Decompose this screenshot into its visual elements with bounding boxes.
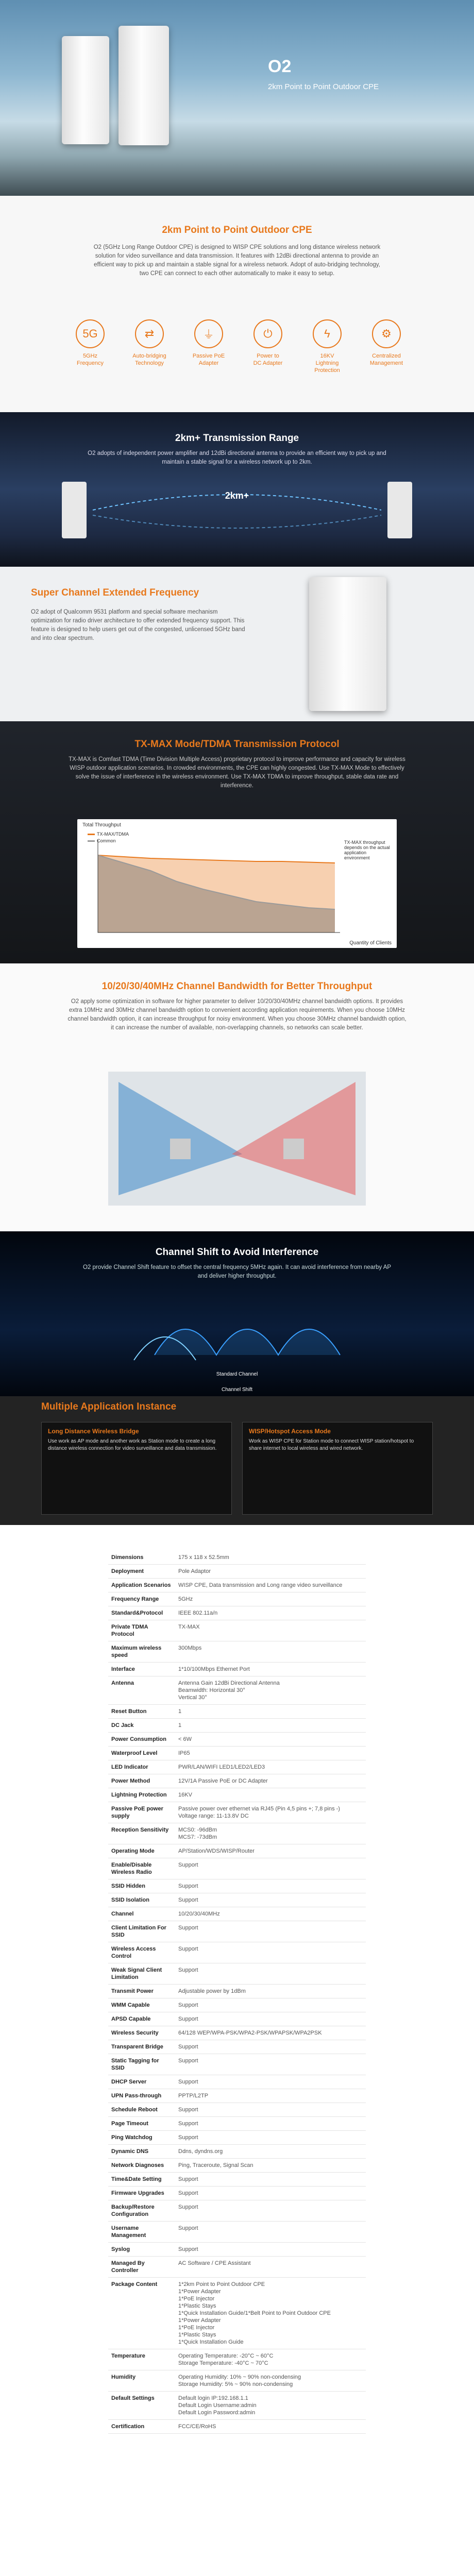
shift-title: Channel Shift to Avoid Interference (155, 1247, 319, 1258)
feature-label: 5GHz Frequency (77, 353, 104, 366)
tdma-section (0, 721, 474, 963)
spec-row (108, 1844, 366, 1858)
spec-value: 12V/1A Passive PoE or DC Adapter (175, 1774, 366, 1788)
spec-value: Support (175, 2200, 366, 2222)
spec-key: Reset Button (108, 1705, 175, 1719)
spec-value: Support (175, 1963, 366, 1985)
spec-key: Operating Mode (108, 1844, 175, 1858)
spec-row (108, 2012, 366, 2026)
spec-value: AP/Station/WDS/WISP/Router (175, 1844, 366, 1858)
applications-section (0, 1396, 474, 1525)
range-text: O2 adopts of independent power amplifier and 12dBi directional antenna to provide an efficient way to pick up and maintain a stable signal for a wireless network up to 2km. (88, 450, 386, 465)
cpe-device-closeup (309, 577, 386, 711)
spec-row (108, 2103, 366, 2117)
application-text: Use work as AP mode and another work as Station mode to create a long distance wireless connection for video surveillance and data transmission. (48, 1438, 217, 1451)
spec-key: Time&Date Setting (108, 2173, 175, 2187)
standard-channel-label: Standard Channel (216, 1371, 258, 1377)
spec-value: Support (175, 1942, 366, 1963)
feature-item (240, 319, 296, 367)
application-title: WISP/Hotspot Access Mode (249, 1428, 331, 1435)
spec-value: 5GHz (175, 1592, 366, 1606)
channel-shift-graphic (0, 1293, 474, 1396)
spec-row (108, 1774, 366, 1788)
spec-row (108, 1998, 366, 2012)
spec-key: Username Management (108, 2222, 175, 2243)
spec-row (108, 1606, 366, 1620)
spec-key: Maximum wireless speed (108, 1641, 175, 1663)
spec-value: Support (175, 2243, 366, 2257)
spec-key: Certification (108, 2420, 175, 2434)
bw-title: 10/20/30/40MHz Channel Bandwidth for Better Throughput (101, 981, 373, 992)
spec-value: 1 (175, 1705, 366, 1719)
spec-value: 1 (175, 1719, 366, 1733)
5ghz-icon: 5G (76, 319, 105, 348)
spec-key: Wireless Security (108, 2026, 175, 2040)
spec-row (108, 2159, 366, 2173)
spec-key: Application Scenarios (108, 1579, 175, 1592)
feature-item (62, 319, 118, 367)
spec-row (108, 2222, 366, 2243)
spec-value: Pole Adaptor (175, 1565, 366, 1579)
spec-row (108, 1760, 366, 1774)
spec-value: Support (175, 1921, 366, 1942)
spec-value: Support (175, 2103, 366, 2117)
spec-row (108, 2278, 366, 2349)
spec-row (108, 1985, 366, 1998)
feature-label: Centralized Management (369, 353, 403, 366)
spec-key: Private TDMA Protocol (108, 1620, 175, 1641)
spec-key: Transmit Power (108, 1985, 175, 1998)
management-icon: ⚙ (372, 319, 401, 348)
spec-value: Antenna Gain 12dBi Directional Antenna Beamwidth: Horizontal 30° Vertical 30° (175, 1676, 366, 1705)
feature-item (358, 319, 415, 367)
spec-key: DC Jack (108, 1719, 175, 1733)
spec-key: Wireless Access Control (108, 1942, 175, 1963)
spec-key: Static Tagging for SSID (108, 2054, 175, 2075)
spec-value: 10/20/30/40MHz (175, 1907, 366, 1921)
chart-ylabel: Total Throughput (82, 822, 121, 828)
spec-value: Support (175, 1858, 366, 1879)
spec-key: Network Diagnoses (108, 2159, 175, 2173)
spec-key: Enable/Disable Wireless Radio (108, 1858, 175, 1879)
power-icon: ⏻ (253, 319, 282, 348)
spec-key: LED Indicator (108, 1760, 175, 1774)
spec-row (108, 1879, 366, 1893)
spec-row (108, 1592, 366, 1606)
spec-value: WISP CPE, Data transmission and Long range video surveillance (175, 1579, 366, 1592)
spec-key: Schedule Reboot (108, 2103, 175, 2117)
spec-value: Support (175, 2222, 366, 2243)
legend-entry: Common (88, 838, 129, 843)
spec-row (108, 1747, 366, 1760)
feature-label: Passive PoE Adapter (192, 353, 225, 366)
spec-row (108, 2392, 366, 2420)
legend-entry: TX-MAX/TDMA (88, 832, 129, 837)
spec-row (108, 2145, 366, 2159)
intro-section (0, 196, 474, 412)
shift-text: O2 provide Channel Shift feature to offset the central frequency 5MHz again. It can avoid interference from nearby AP and deliver higher throughput. (82, 1264, 392, 1279)
poe-icon: ⏚ (194, 319, 223, 348)
range-badge: 2km+ (225, 490, 249, 501)
tdma-text: TX-MAX is Comfast TDMA (Time Division Multiple Access) proprietary protocol to improve performance and capacity for wireless WISP outdoor application scenarios. In crowded environments, the CPE can highly congested. Use TX-MAX Mode to effectively solve the issue of interference in the wireless environment. Use TX-MAX TDMA to improve throughput, stable data rate and interference. (69, 756, 405, 789)
spec-key: Waterproof Level (108, 1747, 175, 1760)
feature-label: Power to DC Adapter (253, 353, 283, 366)
spec-row (108, 2173, 366, 2187)
spec-value: IP65 (175, 1747, 366, 1760)
spec-value: IEEE 802.11a/n (175, 1606, 366, 1620)
spec-row (108, 1676, 366, 1705)
spec-key: Page Timeout (108, 2117, 175, 2131)
spec-row (108, 1579, 366, 1592)
application-card (41, 1422, 232, 1515)
apps-title: Multiple Application Instance (41, 1401, 177, 1412)
spec-key: Standard&Protocol (108, 1606, 175, 1620)
spec-value: Support (175, 1879, 366, 1893)
application-text: Work as WISP CPE for Station mode to connect WISP station/hotspot to share internet to local wireless and wired network. (249, 1438, 414, 1451)
spec-value: FCC/CE/RoHS (175, 2420, 366, 2434)
spec-row (108, 2243, 366, 2257)
spec-value: PWR/LAN/WIFI LED1/LED2/LED3 (175, 1760, 366, 1774)
hero-subtitle: 2km Point to Point Outdoor CPE (268, 82, 379, 91)
spec-value: Support (175, 2054, 366, 2075)
spec-value: Passive power over ethernet via RJ45 (Pin 4,5 pins +; 7,8 pins -) Voltage range: 11-13.8V DC (175, 1802, 366, 1823)
spec-row (108, 1620, 366, 1641)
spec-key: Client Limitation For SSID (108, 1921, 175, 1942)
spec-row (108, 2131, 366, 2145)
spec-row (108, 1641, 366, 1663)
spec-value: Support (175, 2012, 366, 2026)
spec-value: Ddns, dyndns.org (175, 2145, 366, 2159)
hero-title: O2 (268, 57, 292, 76)
spec-key: Syslog (108, 2243, 175, 2257)
cpe-device-left (62, 36, 109, 144)
spec-value: 175 x 118 x 52.5mm (175, 1551, 366, 1565)
lightning-icon: ϟ (313, 319, 342, 348)
spec-key: Channel (108, 1907, 175, 1921)
spec-value: PPTP/L2TP (175, 2089, 366, 2103)
spec-row (108, 1788, 366, 1802)
spec-key: SSID Isolation (108, 1893, 175, 1907)
range-illustration (0, 469, 474, 562)
auto-bridging-icon: ⇄ (135, 319, 164, 348)
spec-row (108, 2054, 366, 2075)
spec-key: Reception Sensitivity (108, 1823, 175, 1844)
spec-key: Power Consumption (108, 1733, 175, 1747)
spec-key: Weak Signal Client Limitation (108, 1963, 175, 1985)
spec-key: Dimensions (108, 1551, 175, 1565)
spec-key: Firmware Upgrades (108, 2187, 175, 2200)
spec-row (108, 2200, 366, 2222)
spec-key: Transparent Bridge (108, 2040, 175, 2054)
spec-value: Support (175, 2187, 366, 2200)
spec-key: Package Content (108, 2278, 175, 2349)
spec-row (108, 1823, 366, 1844)
spec-key: SSID Hidden (108, 1879, 175, 1893)
feature-item (180, 319, 237, 367)
feature-item (121, 319, 178, 367)
spec-value: Ping, Traceroute, Signal Scan (175, 2159, 366, 2173)
spec-key: UPN Pass-through (108, 2089, 175, 2103)
spec-key: Managed By Controller (108, 2257, 175, 2278)
spec-row (108, 2075, 366, 2089)
intro-text: O2 (5GHz Long Range Outdoor CPE) is designed to WISP CPE solutions and long distance wireless network solution for video surveillance and data transmission. It features with 12dBi directional antenna to provide an efficient way to pick up and maintain a stable signal for a wireless network. Adopt of auto-bridging technology, two CPE can connect to each other automatically to make it easy to setup. (93, 244, 381, 277)
spec-row (108, 1733, 366, 1747)
spec-value: Operating Humidity: 10% ~ 90% non-condensing Storage Humidity: 5% ~ 90% non-condensing (175, 2370, 366, 2392)
spec-key: Lightning Protection (108, 1788, 175, 1802)
spec-value: 300Mbps (175, 1641, 366, 1663)
spec-row (108, 2026, 366, 2040)
freq-text: O2 adopt of Qualcomm 9531 platform and special software mechanism optimization for radio driver architecture to offer extended frequency support. This feature is designed to help users get out of the congested, unlicensed 5GHz band and into clear spectrum. (31, 609, 245, 641)
feature-label: 16KV Lightning Protection (314, 353, 340, 374)
spec-value: 1*2km Point to Point Outdoor CPE 1*Power Adapter 1*PoE Injector 1*Plastic Stays 1*Quick Installation Guide/1*Belt Point to Point Outdoor CPE 1*Power Adapter 1*PoE Injector 1*Plastic Stays 1*Quick Installation Guide (175, 2278, 366, 2349)
spec-value: Default login IP:192.168.1.1 Default Login Username:admin Default Login Password:admin (175, 2392, 366, 2420)
spec-value: 16KV (175, 1788, 366, 1802)
spec-key: Frequency Range (108, 1592, 175, 1606)
spec-key: Antenna (108, 1676, 175, 1705)
chart-note: TX-MAX throughput depends on the actual application environment (344, 840, 390, 860)
spec-row (108, 2089, 366, 2103)
channel-shift-label: Channel Shift (221, 1387, 253, 1393)
hero-banner (0, 0, 474, 196)
spec-value: MCS0: -96dBm MCS7: -73dBm (175, 1823, 366, 1844)
range-section (0, 412, 474, 567)
spec-row (108, 2187, 366, 2200)
spec-value: Support (175, 2131, 366, 2145)
spec-value: TX-MAX (175, 1620, 366, 1641)
spec-value: 64/128 WEP/WPA-PSK/WPA2-PSK/WPAPSK/WPA2PSK (175, 2026, 366, 2040)
spec-row (108, 1705, 366, 1719)
bandwidth-illustration (0, 1061, 474, 1216)
spec-row (108, 2117, 366, 2131)
spec-section (0, 1525, 474, 2576)
spec-key: Default Settings (108, 2392, 175, 2420)
spec-value: Support (175, 1998, 366, 2012)
spec-row (108, 2420, 366, 2434)
spec-row (108, 1921, 366, 1942)
freq-title: Super Channel Extended Frequency (31, 587, 199, 598)
spec-row (108, 1963, 366, 1985)
feature-item (299, 319, 356, 374)
spec-value: Support (175, 2075, 366, 2089)
application-title: Long Distance Wireless Bridge (48, 1428, 139, 1435)
spec-value: 1*10/100Mbps Ethernet Port (175, 1663, 366, 1676)
spec-value: < 6W (175, 1733, 366, 1747)
spec-value: AC Software / CPE Assistant (175, 2257, 366, 2278)
spec-value: Operating Temperature: -20°C ~ 60°C Storage Temperature: -40°C ~ 70°C (175, 2349, 366, 2370)
spec-key: DHCP Server (108, 2075, 175, 2089)
spec-key: Interface (108, 1663, 175, 1676)
spec-table (108, 1551, 366, 2434)
intro-title: 2km Point to Point Outdoor CPE (162, 225, 312, 235)
spec-row (108, 1802, 366, 1823)
spec-key: APSD Capable (108, 2012, 175, 2026)
bw-text: O2 apply some optimization in software for higher parameter to deliver 10/20/30/40MHz channel bandwidth options. It provides extra 10MHz and 30MHz channel bandwidth option to convenient according application requirements. When you choose 10MHz channel bandwidth option, it can increase throughput for noisy environment. When you choose 30MHz channel bandwidth option, it can increase the number of available, non-overlapping channels, so networks can scale better. (67, 998, 407, 1031)
spec-key: Power Method (108, 1774, 175, 1788)
range-title: 2km+ Transmission Range (175, 433, 299, 444)
spec-row (108, 1565, 366, 1579)
spec-row (108, 1907, 366, 1921)
spec-row (108, 1663, 366, 1676)
spec-key: Deployment (108, 1565, 175, 1579)
application-card (242, 1422, 433, 1515)
spec-value: Support (175, 2173, 366, 2187)
spec-key: Temperature (108, 2349, 175, 2370)
feature-label: Auto-bridging Technology (132, 353, 166, 366)
spec-value: Support (175, 2117, 366, 2131)
spec-key: WMM Capable (108, 1998, 175, 2012)
spec-row (108, 1858, 366, 1879)
spec-key: Dynamic DNS (108, 2145, 175, 2159)
bandwidth-section (0, 963, 474, 1231)
frequency-section (0, 567, 474, 721)
tdma-chart (77, 819, 397, 948)
spec-row (108, 2349, 366, 2370)
spec-row (108, 1551, 366, 1565)
spec-value: Adjustable power by 1dBm (175, 1985, 366, 1998)
spec-key: Humidity (108, 2370, 175, 2392)
cpe-device-right (118, 26, 169, 145)
spec-row (108, 1719, 366, 1733)
spec-row (108, 2257, 366, 2278)
spec-key: Backup/Restore Configuration (108, 2200, 175, 2222)
spec-key: Ping Watchdog (108, 2131, 175, 2145)
spec-row (108, 1893, 366, 1907)
channel-shift-section (0, 1231, 474, 1396)
spec-value: Support (175, 1893, 366, 1907)
spec-value: Support (175, 2040, 366, 2054)
tdma-title: TX-MAX Mode/TDMA Transmission Protocol (134, 739, 340, 750)
spec-row (108, 2040, 366, 2054)
spec-row (108, 2370, 366, 2392)
spec-row (108, 1942, 366, 1963)
spec-key: Passive PoE power supply (108, 1802, 175, 1823)
chart-xlabel: Quantity of Clients (349, 940, 392, 946)
